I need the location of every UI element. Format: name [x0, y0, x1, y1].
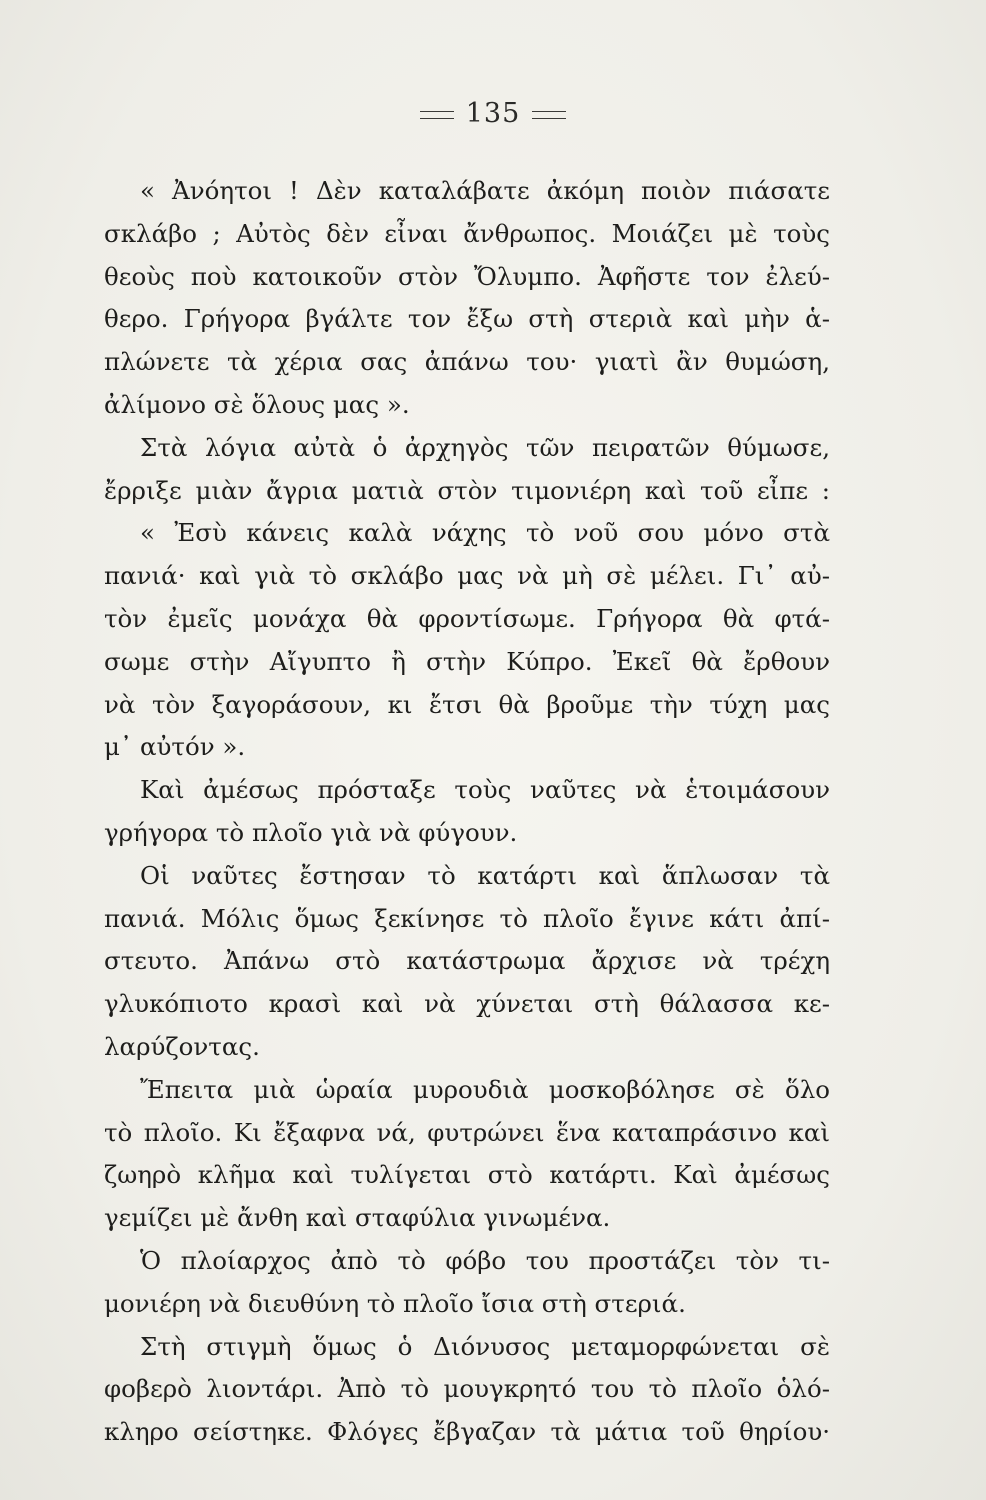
text-line: Ἔπειτα μιὰ ὡραία μυρουδιὰ μοσκοβόλησε σὲ ὅλο	[140, 1074, 830, 1104]
text-line: ἔρριξε μιὰν ἄγρια ματιὰ στὸν τιμονιέρη καὶ τοῦ εἶπε :	[104, 475, 830, 505]
text-line: θεοὺς ποὺ κατοικοῦν στὸν Ὄλυμπο. Ἀφῆστε τον ἐλεύ-	[104, 261, 830, 291]
text-line: ἀλίμονο σὲ ὅλους μας ».	[104, 389, 410, 419]
text-line: γεμίζει μὲ ἄνθη καὶ σταφύλια γινωμένα.	[104, 1203, 611, 1233]
text-line: σκλάβο ; Αὐτὸς δὲν εἶναι ἄνθρωπος. Μοιάζει μὲ τοὺς	[104, 218, 830, 248]
text-line: Οἱ ναῦτες ἔστησαν τὸ κατάρτι καὶ ἅπλωσαν τὰ	[140, 860, 830, 890]
text-line: τὸν ἐμεῖς μονάχα θὰ φροντίσωμε. Γρήγορα θὰ φτά-	[104, 603, 830, 633]
text-line: « Ἀνόητοι ! Δὲν καταλάβατε ἀκόμη ποιὸν πιάσατε	[140, 176, 830, 205]
text-line: θερο. Γρήγορα βγάλτε τον ἔξω στὴ στεριὰ καὶ μὴν ἁ-	[104, 304, 830, 334]
text-line: μ᾿ αὐτόν ».	[104, 732, 246, 762]
text-line: Ὁ πλοίαρχος ἀπὸ τὸ φόβο του προστάζει τὸν τι-	[140, 1245, 830, 1275]
text-line: Στὴ στιγμὴ ὅμως ὁ Διόνυσος μεταμορφώνεται σὲ	[140, 1331, 830, 1361]
page-number-text: 135	[465, 98, 521, 129]
text-line: τὸ πλοῖο. Κι ἔξαφνα νά, φυτρώνει ἕνα καταπράσινο καὶ	[104, 1117, 830, 1147]
text-line: στευτο. Ἀπάνω στὸ κατάστρωμα ἄρχισε νὰ τρέχη	[104, 946, 830, 976]
text-line: « Ἐσὺ κάνεις καλὰ νάχης τὸ νοῦ σου μόνο στὰ	[140, 518, 830, 548]
page-number-rule-right	[532, 111, 566, 119]
text-line: κληρο σείστηκε. Φλόγες ἔβγαζαν τὰ μάτια τοῦ θηρίου·	[104, 1417, 830, 1447]
text-line: πανιά· καὶ γιὰ τὸ σκλάβο μας νὰ μὴ σὲ μέλει. Γι᾿ αὐ-	[104, 561, 830, 591]
text-line: μονιέρη νὰ διευθύνη τὸ πλοῖο ἴσια στὴ στεριά.	[104, 1288, 686, 1318]
text-line: σωμε στὴν Αἴγυπτο ἢ στὴν Κύπρο. Ἐκεῖ θὰ ἔρθουν	[104, 646, 830, 676]
text-line: φοβερὸ λιοντάρι. Ἀπὸ τὸ μουγκρητό του τὸ πλοῖο ὁλό-	[104, 1374, 830, 1404]
text-line: πανιά. Μόλις ὅμως ξεκίνησε τὸ πλοῖο ἔγινε κάτι ἀπί-	[104, 903, 830, 933]
text-line: Καὶ ἀμέσως πρόσταξε τοὺς ναῦτες νὰ ἑτοιμάσουν	[140, 775, 830, 805]
body-text	[104, 170, 830, 1454]
text-line: Στὰ λόγια αὐτὰ ὁ ἀρχηγὸς τῶν πειρατῶν θύμωσε,	[140, 432, 830, 462]
text-line: γρήγορα τὸ πλοῖο γιὰ νὰ φύγουν.	[104, 817, 518, 847]
text-line: πλώνετε τὰ χέρια σας ἀπάνω του· γιατὶ ἂν θυμώση,	[104, 347, 830, 377]
text-line: ζωηρὸ κλῆμα καὶ τυλίγεται στὸ κατάρτι. Καὶ ἀμέσως	[104, 1160, 830, 1190]
page-number	[0, 98, 986, 129]
text-line: νὰ τὸν ξαγοράσουν, κι ἔτσι θὰ βροῦμε τὴν τύχη μας	[104, 689, 830, 719]
text-line: λαρύζοντας.	[104, 1031, 260, 1061]
page-number-rule-left	[420, 111, 454, 119]
text-line: γλυκόπιοτο κρασὶ καὶ νὰ χύνεται στὴ θάλασσα κε-	[104, 989, 830, 1019]
